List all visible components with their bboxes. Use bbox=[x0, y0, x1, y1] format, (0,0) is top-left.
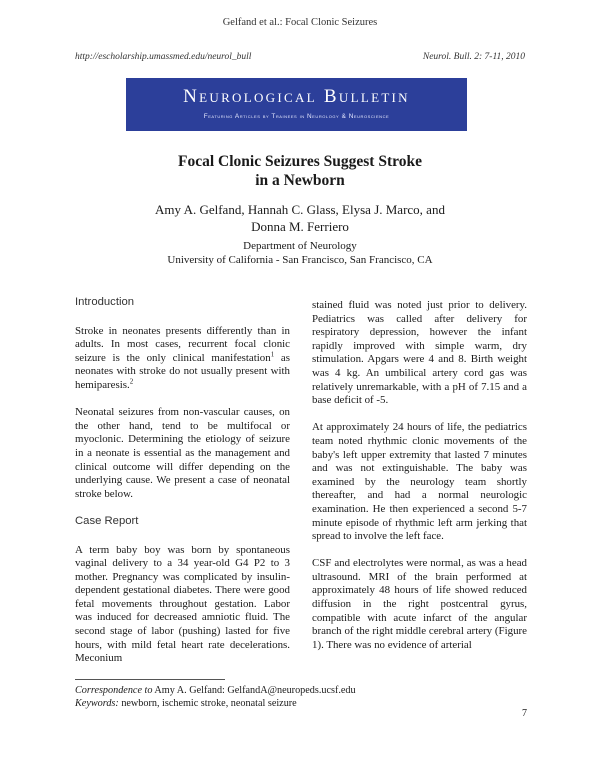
authors bbox=[0, 201, 600, 235]
case-paragraph-1-continued: stained fluid was noted just prior to delivery. Pediatrics was called after delivery for respiratory depression, however the infant rapidly improved with simple warm, dry stimulation. Apgars were 4 and 8. Birth weight was 4 kg. An umbilical artery cord gas was relatively unremarkable, with a pH of 7.15 and a base deficit of -5. bbox=[312, 299, 527, 407]
case-paragraph-3: CSF and electrolytes were normal, as was a head ultrasound. MRI of the brain performed at approximately 48 hours of life showed reduced diffusion in the right postcentral gyrus, compatible with acute infarct of the angular branch of the right middle cerebral artery (Figure 1). There was no evidence of arterial bbox=[312, 557, 527, 651]
intro-paragraph-2: Neonatal seizures from non-vascular causes, on the other hand, tend to be multifocal or myoclonic. Determining the etiology of seizure in a neonate is essential as the management and clinical outcome will differ depending on the underlying cause. We present a case of neonatal stroke below. bbox=[75, 406, 290, 500]
footer-divider bbox=[75, 679, 225, 680]
footnote-ref-2[interactable]: 2 bbox=[129, 377, 134, 386]
journal-banner bbox=[126, 78, 467, 131]
footnote-ref-1[interactable]: 1 bbox=[270, 350, 275, 359]
banner-subtitle: Featuring Articles by Trainees in Neurology & Neuroscience bbox=[203, 113, 390, 120]
department: Department of Neurology bbox=[243, 240, 357, 252]
keywords-text: newborn, ischemic stroke, neonatal seizure bbox=[121, 698, 297, 709]
journal-citation: Neurol. Bull. 2: 7-11, 2010 bbox=[422, 52, 525, 62]
article-title-line1: Focal Clonic Seizures Suggest Stroke bbox=[178, 153, 422, 170]
footer-notes bbox=[75, 684, 356, 710]
authors-line1: Amy A. Gelfand, Hannah C. Glass, Elysa J. Marco, and bbox=[155, 202, 445, 217]
intro-paragraph-1 bbox=[75, 325, 290, 393]
case-paragraph-1: A term baby boy was born by spontaneous vaginal delivery to a 34 year-old G4 P2 to 3 mother. Pregnancy was complicated by insulin-dependent gestational diabetes. There were good fetal movements throughout gestation. Labor was induced for decreased amniotic fluid. The second stage of labor (pushing) lasted for five hours, with mild fetal heart rate decelerations. Meconium bbox=[75, 543, 290, 665]
banner-title: Neurological Bulletin bbox=[183, 86, 410, 107]
intro-heading: Introduction bbox=[75, 296, 135, 308]
left-column bbox=[75, 296, 290, 679]
page-number: 7 bbox=[522, 708, 527, 719]
right-column bbox=[312, 299, 527, 666]
authors-line2: Donna M. Ferriero bbox=[251, 219, 349, 234]
affiliation bbox=[0, 239, 600, 267]
article-title-line2: in a Newborn bbox=[255, 172, 345, 189]
case-paragraph-2: At approximately 24 hours of life, the pediatrics team noted rhythmic clonic movements of the baby's left upper extremity that lasted 7 minutes and was not extinguishable. The baby was examined by the neurology team shortly thereafter, and had a normal neurologic examination. He then experienced a second 5-7 minute episode of rhythmic left arm jerking that spread to involve the left face. bbox=[312, 421, 527, 543]
article-title bbox=[0, 152, 600, 190]
case-heading: Case Report bbox=[75, 514, 139, 527]
correspondence-line bbox=[75, 684, 356, 697]
intro-p1-text-b: as neonates with stroke do not usually present with hemiparesis. bbox=[75, 351, 290, 391]
keywords-label: Keywords: bbox=[75, 698, 119, 709]
intro-p1-text-a: Stroke in neonates presents differently than in adults. In most cases, recurrent focal clonic seizure is the only clinical manifestation bbox=[75, 324, 290, 364]
correspondence-text[interactable]: Amy A. Gelfand: GelfandA@neuropeds.ucsf.edu bbox=[154, 685, 356, 696]
correspondence-label: Correspondence to bbox=[75, 685, 153, 696]
journal-url[interactable]: http://escholarship.umassmed.edu/neurol_bull bbox=[75, 52, 252, 62]
running-head: Gelfand et al.: Focal Clonic Seizures bbox=[222, 17, 378, 28]
keywords-line bbox=[75, 697, 356, 710]
university: University of California - San Francisco, San Francisco, CA bbox=[167, 254, 433, 266]
